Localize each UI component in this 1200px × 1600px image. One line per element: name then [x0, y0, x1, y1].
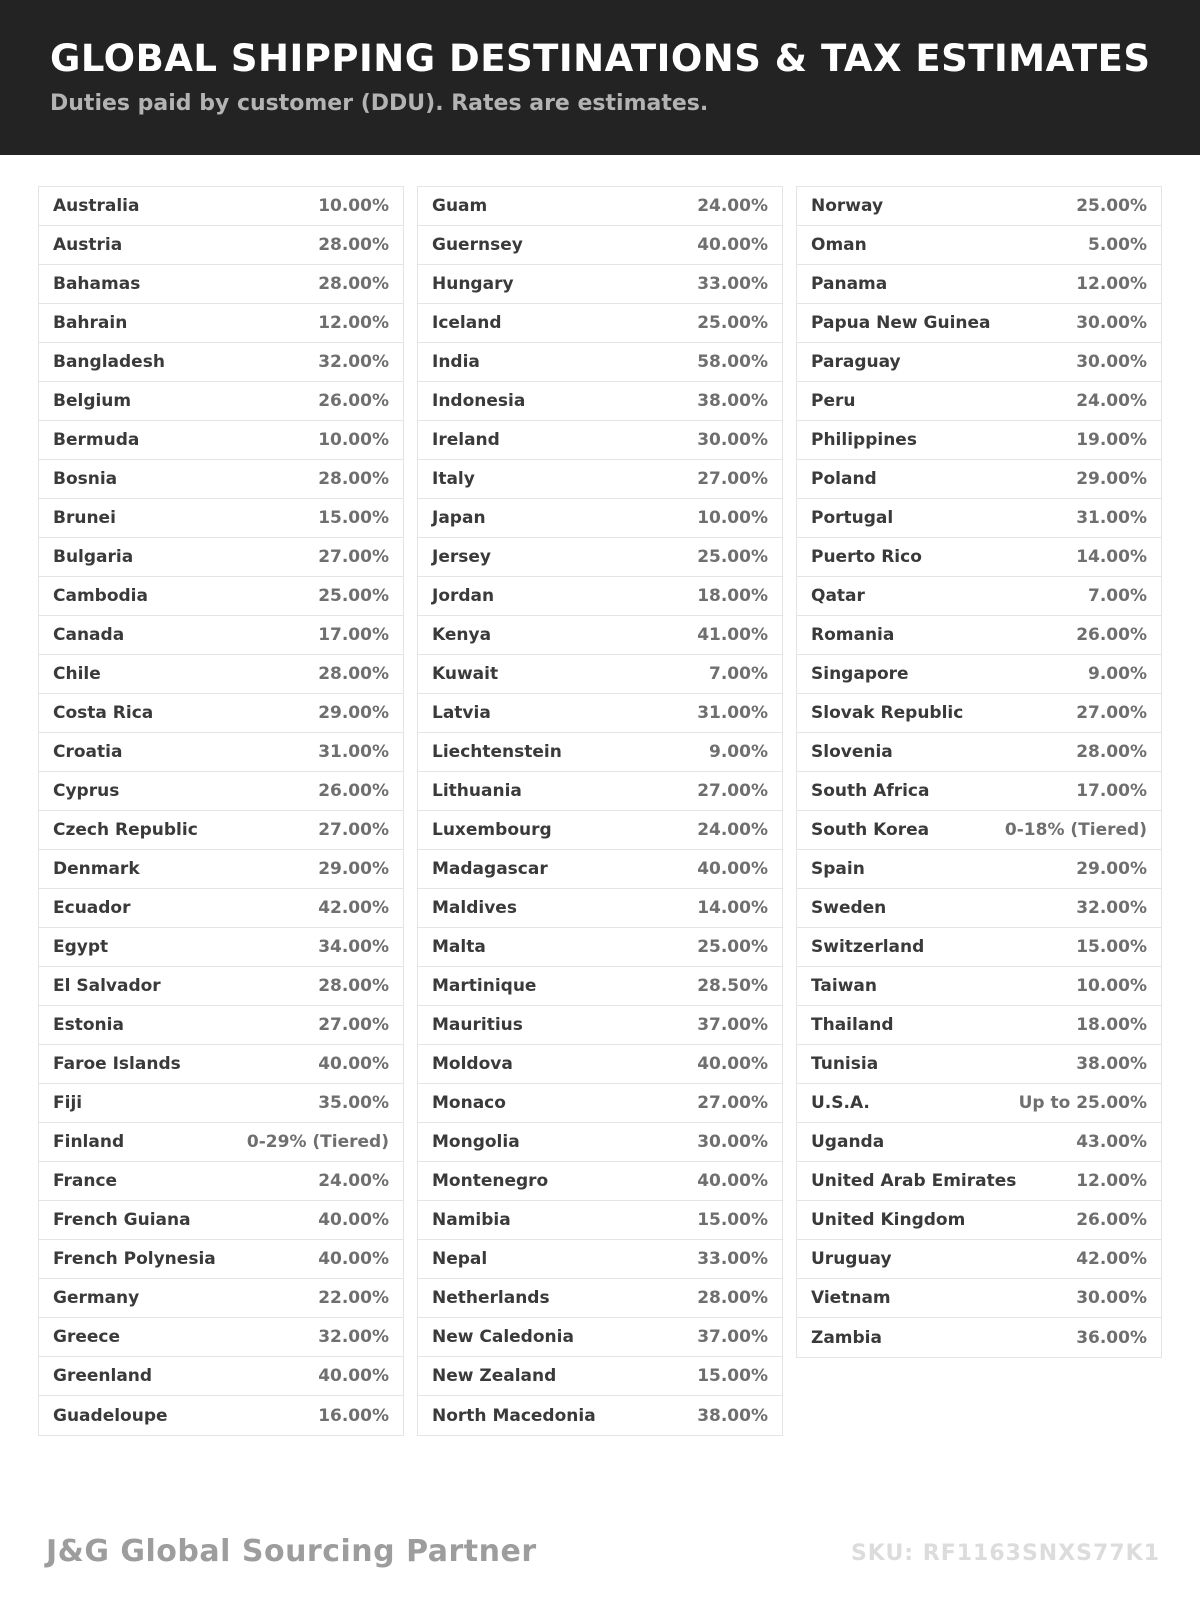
country-name: El Salvador: [53, 976, 161, 996]
country-name: Luxembourg: [432, 820, 552, 840]
table-row: [39, 1045, 403, 1084]
table-row: [39, 577, 403, 616]
tax-rate: 12.00%: [1076, 274, 1147, 294]
country-name: New Zealand: [432, 1366, 557, 1386]
tax-rate: 38.00%: [697, 391, 768, 411]
tax-rate: 33.00%: [697, 1249, 768, 1269]
country-name: Guadeloupe: [53, 1405, 168, 1426]
table-row: [797, 889, 1161, 928]
country-name: Portugal: [811, 508, 894, 528]
table-row: [797, 1084, 1161, 1123]
country-name: United Arab Emirates: [811, 1171, 1017, 1191]
table-row: [39, 1240, 403, 1279]
table-row: [797, 1318, 1161, 1357]
table-row: [418, 967, 782, 1006]
table-row: [39, 772, 403, 811]
table-row: [39, 499, 403, 538]
country-name: Japan: [432, 508, 486, 528]
page-header: [0, 0, 1200, 155]
country-name: Iceland: [432, 313, 502, 333]
table-row: [797, 655, 1161, 694]
tax-rate: 15.00%: [697, 1210, 768, 1230]
country-name: French Polynesia: [53, 1249, 216, 1269]
country-name: Monaco: [432, 1093, 506, 1113]
tax-rate: 31.00%: [697, 703, 768, 723]
tax-rate: 25.00%: [1076, 196, 1147, 216]
country-name: Greece: [53, 1327, 121, 1347]
country-name: Chile: [53, 664, 101, 684]
table-row: [797, 1240, 1161, 1279]
country-name: Uruguay: [811, 1249, 892, 1269]
table-row: [39, 304, 403, 343]
tax-rate: 10.00%: [1076, 976, 1147, 996]
tax-rate: 40.00%: [318, 1054, 389, 1074]
country-name: Egypt: [53, 937, 109, 957]
tax-rate: 18.00%: [1076, 1015, 1147, 1035]
table-row: [797, 421, 1161, 460]
table-row: [418, 187, 782, 226]
country-name: Kenya: [432, 625, 492, 645]
country-name: Panama: [811, 274, 888, 294]
table-row: [418, 1123, 782, 1162]
tax-rate: 27.00%: [318, 1015, 389, 1035]
tax-rate: 32.00%: [1076, 898, 1147, 918]
table-row: [418, 1045, 782, 1084]
country-name: Germany: [53, 1288, 140, 1308]
tax-rate: 28.00%: [1076, 742, 1147, 762]
country-name: Belgium: [53, 391, 132, 411]
table-row: [797, 772, 1161, 811]
tax-rate: 10.00%: [318, 196, 389, 216]
tax-rate: 37.00%: [697, 1015, 768, 1035]
tax-rate: 24.00%: [697, 820, 768, 840]
tax-rate: 22.00%: [318, 1288, 389, 1308]
country-name: Czech Republic: [53, 820, 198, 840]
tax-rate: 38.00%: [1076, 1054, 1147, 1074]
country-name: Kuwait: [432, 664, 499, 684]
country-name: Guam: [432, 196, 488, 216]
footer-brand: J&G Global Sourcing Partner: [46, 1534, 537, 1569]
country-name: Slovak Republic: [811, 703, 964, 723]
tax-rate: 43.00%: [1076, 1132, 1147, 1152]
country-name: Switzerland: [811, 937, 925, 957]
table-row: [39, 265, 403, 304]
country-name: Taiwan: [811, 976, 877, 996]
tax-rate: 28.00%: [318, 976, 389, 996]
country-name: Faroe Islands: [53, 1054, 181, 1074]
tax-table-column-2: [417, 186, 783, 1436]
table-row: [418, 733, 782, 772]
country-name: Tunisia: [811, 1054, 879, 1074]
table-row: [797, 226, 1161, 265]
tax-rate: 15.00%: [318, 508, 389, 528]
country-name: Hungary: [432, 274, 514, 294]
table-row: [418, 499, 782, 538]
tax-rate: 40.00%: [318, 1366, 389, 1386]
footer-sku: SKU: RF1163SNXS77K1: [850, 1541, 1160, 1566]
table-row: [418, 226, 782, 265]
country-name: Jordan: [432, 586, 495, 606]
table-row: [797, 343, 1161, 382]
country-name: Ecuador: [53, 898, 131, 918]
country-name: Paraguay: [811, 352, 901, 372]
table-row: [797, 1006, 1161, 1045]
table-row: [797, 1201, 1161, 1240]
tax-table-column-1: [38, 186, 404, 1436]
country-name: Papua New Guinea: [811, 313, 991, 333]
table-row: [797, 382, 1161, 421]
tax-rate: 28.00%: [318, 274, 389, 294]
country-name: Moldova: [432, 1054, 513, 1074]
tax-table-column-3: [796, 186, 1162, 1358]
country-name: North Macedonia: [432, 1405, 596, 1426]
country-name: Spain: [811, 859, 865, 879]
country-name: Brunei: [53, 508, 116, 528]
table-row: [797, 811, 1161, 850]
table-row: [39, 655, 403, 694]
tax-rate: 12.00%: [318, 313, 389, 333]
page-title: GLOBAL SHIPPING DESTINATIONS & TAX ESTIMATES: [50, 37, 1151, 80]
table-row: [418, 343, 782, 382]
country-name: Mauritius: [432, 1015, 523, 1035]
table-row: [39, 226, 403, 265]
table-row: [418, 655, 782, 694]
table-row: [39, 187, 403, 226]
country-name: Montenegro: [432, 1171, 549, 1191]
table-row: [418, 538, 782, 577]
table-row: [418, 1279, 782, 1318]
table-row: [797, 1045, 1161, 1084]
country-name: Canada: [53, 625, 125, 645]
tax-rate: 15.00%: [1076, 937, 1147, 957]
table-row: [418, 889, 782, 928]
country-name: Croatia: [53, 742, 123, 762]
tax-rate: 25.00%: [697, 547, 768, 567]
tax-rate: 38.00%: [697, 1405, 768, 1426]
table-row: [39, 1396, 403, 1435]
country-name: Cyprus: [53, 781, 120, 801]
tax-rate: 18.00%: [697, 586, 768, 606]
table-row: [797, 967, 1161, 1006]
table-row: [39, 1279, 403, 1318]
country-name: Philippines: [811, 430, 917, 450]
tax-rate: 28.00%: [318, 664, 389, 684]
table-row: [418, 1357, 782, 1396]
country-name: Sweden: [811, 898, 887, 918]
table-row: [797, 1279, 1161, 1318]
country-name: Indonesia: [432, 391, 526, 411]
tax-rate: 28.00%: [318, 235, 389, 255]
tax-rate: 16.00%: [318, 1405, 389, 1426]
country-name: India: [432, 352, 480, 372]
tax-rate: 15.00%: [697, 1366, 768, 1386]
country-name: Bahrain: [53, 313, 128, 333]
tax-rate: 31.00%: [318, 742, 389, 762]
country-name: Malta: [432, 937, 486, 957]
tax-rate: 0-18% (Tiered): [1004, 820, 1147, 840]
table-row: [39, 616, 403, 655]
tax-rate: 10.00%: [697, 508, 768, 528]
tax-rate: 30.00%: [697, 1132, 768, 1152]
tax-rate: 26.00%: [318, 781, 389, 801]
tax-rate: 30.00%: [697, 430, 768, 450]
table-row: [418, 1240, 782, 1279]
country-name: Cambodia: [53, 586, 148, 606]
tax-rate: 27.00%: [318, 547, 389, 567]
table-row: [39, 538, 403, 577]
country-name: France: [53, 1171, 118, 1191]
tax-rate: 28.00%: [318, 469, 389, 489]
table-row: [418, 1162, 782, 1201]
tax-rate: 30.00%: [1076, 1288, 1147, 1308]
table-row: [418, 460, 782, 499]
tax-rate: 37.00%: [697, 1327, 768, 1347]
table-row: [797, 538, 1161, 577]
table-row: [39, 1357, 403, 1396]
tax-rate: 19.00%: [1076, 430, 1147, 450]
country-name: South Africa: [811, 781, 930, 801]
country-name: South Korea: [811, 820, 930, 840]
tax-rate: 41.00%: [697, 625, 768, 645]
table-row: [39, 1318, 403, 1357]
table-row: [39, 733, 403, 772]
country-name: Liechtenstein: [432, 742, 562, 762]
country-name: Romania: [811, 625, 895, 645]
table-row: [797, 850, 1161, 889]
tax-rate: 5.00%: [1088, 235, 1147, 255]
table-row: [418, 1396, 782, 1435]
table-row: [418, 694, 782, 733]
country-name: Bahamas: [53, 274, 141, 294]
table-row: [797, 928, 1161, 967]
table-row: [418, 577, 782, 616]
tax-rate: 17.00%: [318, 625, 389, 645]
country-name: U.S.A.: [811, 1093, 870, 1113]
country-name: United Kingdom: [811, 1210, 966, 1230]
table-row: [418, 1084, 782, 1123]
country-name: Australia: [53, 196, 140, 216]
table-row: [418, 772, 782, 811]
country-name: Bosnia: [53, 469, 118, 489]
country-name: Estonia: [53, 1015, 124, 1035]
tax-rate: 26.00%: [1076, 1210, 1147, 1230]
table-row: [39, 850, 403, 889]
table-row: [797, 187, 1161, 226]
table-row: [418, 1318, 782, 1357]
country-name: Finland: [53, 1132, 125, 1152]
table-row: [39, 889, 403, 928]
country-name: Guernsey: [432, 235, 523, 255]
country-name: Vietnam: [811, 1288, 891, 1308]
country-name: Costa Rica: [53, 703, 154, 723]
tax-rate: 32.00%: [318, 352, 389, 372]
table-row: [39, 382, 403, 421]
table-row: [39, 1123, 403, 1162]
table-row: [418, 265, 782, 304]
table-row: [797, 1123, 1161, 1162]
country-name: Greenland: [53, 1366, 153, 1386]
tax-rate: 10.00%: [318, 430, 389, 450]
table-row: [39, 967, 403, 1006]
table-row: [418, 850, 782, 889]
tax-rate: 25.00%: [318, 586, 389, 606]
table-row: [39, 928, 403, 967]
country-name: Maldives: [432, 898, 517, 918]
tax-rate: 29.00%: [318, 859, 389, 879]
tax-rate: 29.00%: [318, 703, 389, 723]
country-name: Denmark: [53, 859, 140, 879]
tax-rate: 30.00%: [1076, 352, 1147, 372]
tax-rate: 29.00%: [1076, 469, 1147, 489]
country-name: Thailand: [811, 1015, 894, 1035]
page-subtitle: Duties paid by customer (DDU). Rates are estimates.: [50, 90, 709, 116]
tax-rate: 24.00%: [318, 1171, 389, 1191]
country-name: Fiji: [53, 1093, 83, 1113]
tax-rate: 36.00%: [1076, 1327, 1147, 1348]
tax-rate: 28.50%: [697, 976, 768, 996]
tax-rate: 14.00%: [697, 898, 768, 918]
table-row: [797, 577, 1161, 616]
tax-rate: 25.00%: [697, 937, 768, 957]
tax-rate: 27.00%: [318, 820, 389, 840]
tax-rate: 40.00%: [697, 1171, 768, 1191]
country-name: Madagascar: [432, 859, 548, 879]
tax-rate: Up to 25.00%: [1018, 1093, 1147, 1113]
tax-rate: 27.00%: [1076, 703, 1147, 723]
country-name: Namibia: [432, 1210, 511, 1230]
country-name: Netherlands: [432, 1288, 550, 1308]
tax-rate: 26.00%: [1076, 625, 1147, 645]
tax-rate: 17.00%: [1076, 781, 1147, 801]
tax-rate: 42.00%: [1076, 1249, 1147, 1269]
tax-rate: 29.00%: [1076, 859, 1147, 879]
table-row: [418, 421, 782, 460]
country-name: Nepal: [432, 1249, 488, 1269]
table-row: [418, 382, 782, 421]
country-name: Slovenia: [811, 742, 893, 762]
table-row: [797, 733, 1161, 772]
country-name: Lithuania: [432, 781, 522, 801]
country-name: Bermuda: [53, 430, 140, 450]
country-name: Jersey: [432, 547, 491, 567]
country-name: French Guiana: [53, 1210, 191, 1230]
tax-rate: 9.00%: [1088, 664, 1147, 684]
tax-rate: 24.00%: [697, 196, 768, 216]
country-name: Ireland: [432, 430, 500, 450]
table-row: [797, 694, 1161, 733]
table-row: [418, 616, 782, 655]
tax-rate: 33.00%: [697, 274, 768, 294]
country-name: New Caledonia: [432, 1327, 574, 1347]
tax-rate: 28.00%: [697, 1288, 768, 1308]
tax-rate: 27.00%: [697, 781, 768, 801]
tax-rate: 35.00%: [318, 1093, 389, 1113]
tax-rate: 31.00%: [1076, 508, 1147, 528]
tax-rate: 0-29% (Tiered): [246, 1132, 389, 1152]
table-row: [39, 811, 403, 850]
table-row: [797, 616, 1161, 655]
tax-rate: 24.00%: [1076, 391, 1147, 411]
tax-rate: 25.00%: [697, 313, 768, 333]
tax-rate: 40.00%: [697, 859, 768, 879]
table-row: [797, 499, 1161, 538]
country-name: Austria: [53, 235, 123, 255]
tax-rate: 9.00%: [709, 742, 768, 762]
country-name: Zambia: [811, 1327, 882, 1348]
table-row: [39, 460, 403, 499]
table-row: [39, 1006, 403, 1045]
table-row: [39, 1201, 403, 1240]
country-name: Uganda: [811, 1132, 885, 1152]
table-row: [418, 304, 782, 343]
country-name: Latvia: [432, 703, 491, 723]
tax-rate: 32.00%: [318, 1327, 389, 1347]
tax-rate: 12.00%: [1076, 1171, 1147, 1191]
tax-rate: 42.00%: [318, 898, 389, 918]
table-row: [797, 460, 1161, 499]
tax-rate: 7.00%: [1088, 586, 1147, 606]
country-name: Singapore: [811, 664, 909, 684]
table-row: [797, 265, 1161, 304]
country-name: Italy: [432, 469, 475, 489]
table-row: [39, 421, 403, 460]
country-name: Bangladesh: [53, 352, 165, 372]
table-row: [418, 928, 782, 967]
tax-rate: 7.00%: [709, 664, 768, 684]
tax-rate: 27.00%: [697, 469, 768, 489]
tax-rate: 58.00%: [697, 352, 768, 372]
tax-rate: 34.00%: [318, 937, 389, 957]
table-row: [39, 1162, 403, 1201]
table-row: [39, 694, 403, 733]
country-name: Bulgaria: [53, 547, 134, 567]
tax-rate: 40.00%: [318, 1210, 389, 1230]
tax-rate: 40.00%: [318, 1249, 389, 1269]
tax-rate: 26.00%: [318, 391, 389, 411]
country-name: Mongolia: [432, 1132, 520, 1152]
table-row: [418, 811, 782, 850]
tax-rate: 14.00%: [1076, 547, 1147, 567]
table-row: [418, 1006, 782, 1045]
tax-rate: 40.00%: [697, 1054, 768, 1074]
table-row: [39, 343, 403, 382]
tax-table: [38, 186, 1162, 1436]
country-name: Martinique: [432, 976, 537, 996]
table-row: [39, 1084, 403, 1123]
table-row: [797, 1162, 1161, 1201]
country-name: Oman: [811, 235, 867, 255]
country-name: Qatar: [811, 586, 865, 606]
tax-rate: 27.00%: [697, 1093, 768, 1113]
country-name: Puerto Rico: [811, 547, 922, 567]
tax-rate: 40.00%: [697, 235, 768, 255]
country-name: Poland: [811, 469, 877, 489]
country-name: Peru: [811, 391, 856, 411]
table-row: [418, 1201, 782, 1240]
tax-rate: 30.00%: [1076, 313, 1147, 333]
table-row: [797, 304, 1161, 343]
country-name: Norway: [811, 196, 884, 216]
